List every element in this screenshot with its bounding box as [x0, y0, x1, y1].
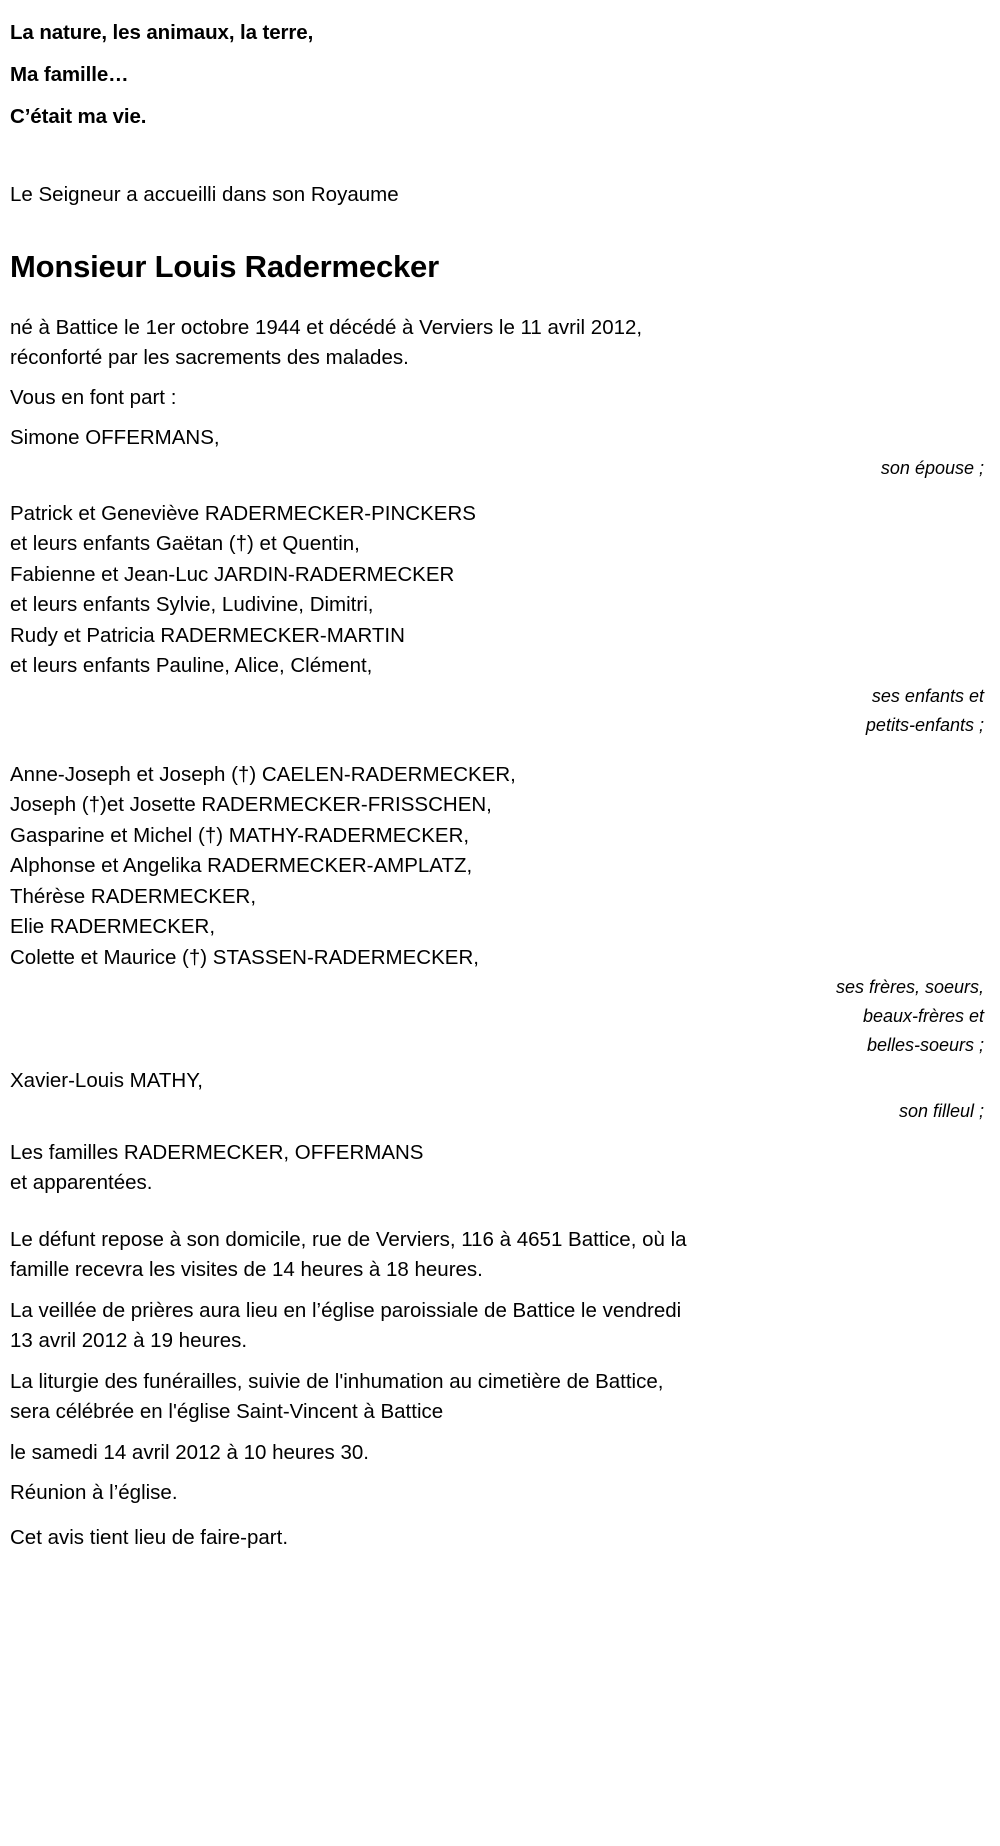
relation-label-children	[10, 682, 986, 740]
survivor-name: Patrick et Geneviève RADERMECKER-PINCKERS	[10, 501, 476, 525]
survivor-name: Gasparine et Michel (†) MATHY-RADERMECKER,	[10, 823, 470, 847]
arrangement-line: le samedi 14 avril 2012 à 10 heures 30.	[10, 1440, 369, 1464]
survivor-name: et leurs enfants Gaëtan (†) et Quentin,	[10, 532, 360, 555]
epitaph-line-1: La nature, les animaux, la terre,	[10, 21, 314, 44]
arrangement-veillee	[10, 1296, 910, 1357]
arrangement-line: Cet avis tient lieu de faire-part.	[10, 1525, 289, 1549]
survivor-name: Simone OFFERMANS,	[10, 426, 220, 449]
survivor-group-children	[10, 499, 986, 682]
arrangement-line: La liturgie des funérailles, suivie de l'inhumation au cimetière de Battice,	[10, 1369, 664, 1393]
survivor-name: Xavier-Louis MATHY,	[10, 1069, 203, 1092]
relation-line: beaux-frères et	[862, 1006, 984, 1026]
arrangement-line: Le défunt repose à son domicile, rue de Verviers, 116 à 4651 Battice, où la	[10, 1227, 687, 1251]
birth-death-details	[10, 313, 986, 373]
survivor-name: Joseph (†)et Josette RADERMECKER-FRISSCHEN,	[10, 793, 492, 816]
arrangement-line: famille recevra les visites de 14 heures à 18 heures.	[10, 1258, 483, 1281]
relation-line: son filleul ;	[898, 1100, 984, 1121]
relation-line: son épouse ;	[880, 457, 984, 478]
survivor-group-siblings	[10, 760, 986, 974]
survivor-group-families	[10, 1138, 986, 1199]
arrangement-liturgie	[10, 1367, 910, 1428]
announcement-intro: Vous en font part :	[10, 386, 177, 409]
survivor-name: et leurs enfants Pauline, Alice, Clément,	[10, 654, 373, 677]
arrangement-line: 13 avril 2012 à 19 heures.	[10, 1329, 248, 1352]
relation-label-siblings	[10, 973, 986, 1060]
survivor-name: Les familles RADERMECKER, OFFERMANS	[10, 1140, 424, 1164]
epitaph-line-2: Ma famille…	[10, 63, 129, 86]
survivor-name: Thérèse RADERMECKER,	[10, 884, 257, 908]
relation-line: ses enfants et	[871, 685, 984, 706]
relation-line: ses frères, soeurs,	[835, 977, 984, 997]
epitaph-line-3: C’était ma vie.	[10, 105, 147, 128]
survivor-name: Fabienne et Jean-Luc JARDIN-RADERMECKER	[10, 562, 455, 586]
survivor-name: Anne-Joseph et Joseph (†) CAELEN-RADERMECKER,	[10, 762, 516, 786]
survivor-name: Alphonse et Angelika RADERMECKER-AMPLATZ,	[10, 854, 473, 877]
survivor-group-godson	[10, 1066, 986, 1097]
relation-label-godson	[10, 1097, 986, 1126]
birth-death-line-2: réconforté par les sacrements des malades.	[10, 346, 409, 369]
arrangement-reunion	[10, 1478, 870, 1509]
survivor-name: et leurs enfants Sylvie, Ludivine, Dimitri,	[10, 593, 374, 616]
relation-label-spouse	[10, 454, 986, 483]
deceased-name-heading: Monsieur Louis Radermecker	[10, 249, 439, 284]
arrangement-notice	[10, 1523, 870, 1554]
relation-line: petits-enfants ;	[865, 714, 984, 735]
survivor-group-spouse	[10, 423, 986, 454]
arrangement-line: Réunion à l’église.	[10, 1481, 178, 1504]
birth-death-line-1: né à Battice le 1er octobre 1944 et décédé à Verviers le 11 avril 2012,	[10, 316, 643, 339]
epitaph-block	[10, 0, 986, 138]
survivor-name: Elie RADERMECKER,	[10, 915, 216, 938]
arrangement-line: La veillée de prières aura lieu en l’église paroissiale de Battice le vendredi	[10, 1298, 682, 1322]
arrangement-datetime	[10, 1438, 870, 1469]
survivor-name: Rudy et Patricia RADERMECKER-MARTIN	[10, 623, 405, 647]
arrangement-repose	[10, 1225, 910, 1286]
relation-line: belles-soeurs ;	[866, 1035, 984, 1055]
survivor-name: Colette et Maurice (†) STASSEN-RADERMECKER,	[10, 945, 479, 969]
survivor-name: et apparentées.	[10, 1171, 153, 1194]
lead-in-text: Le Seigneur a accueilli dans son Royaume	[10, 183, 399, 206]
arrangement-line: sera célébrée en l'église Saint-Vincent à Battice	[10, 1400, 444, 1423]
